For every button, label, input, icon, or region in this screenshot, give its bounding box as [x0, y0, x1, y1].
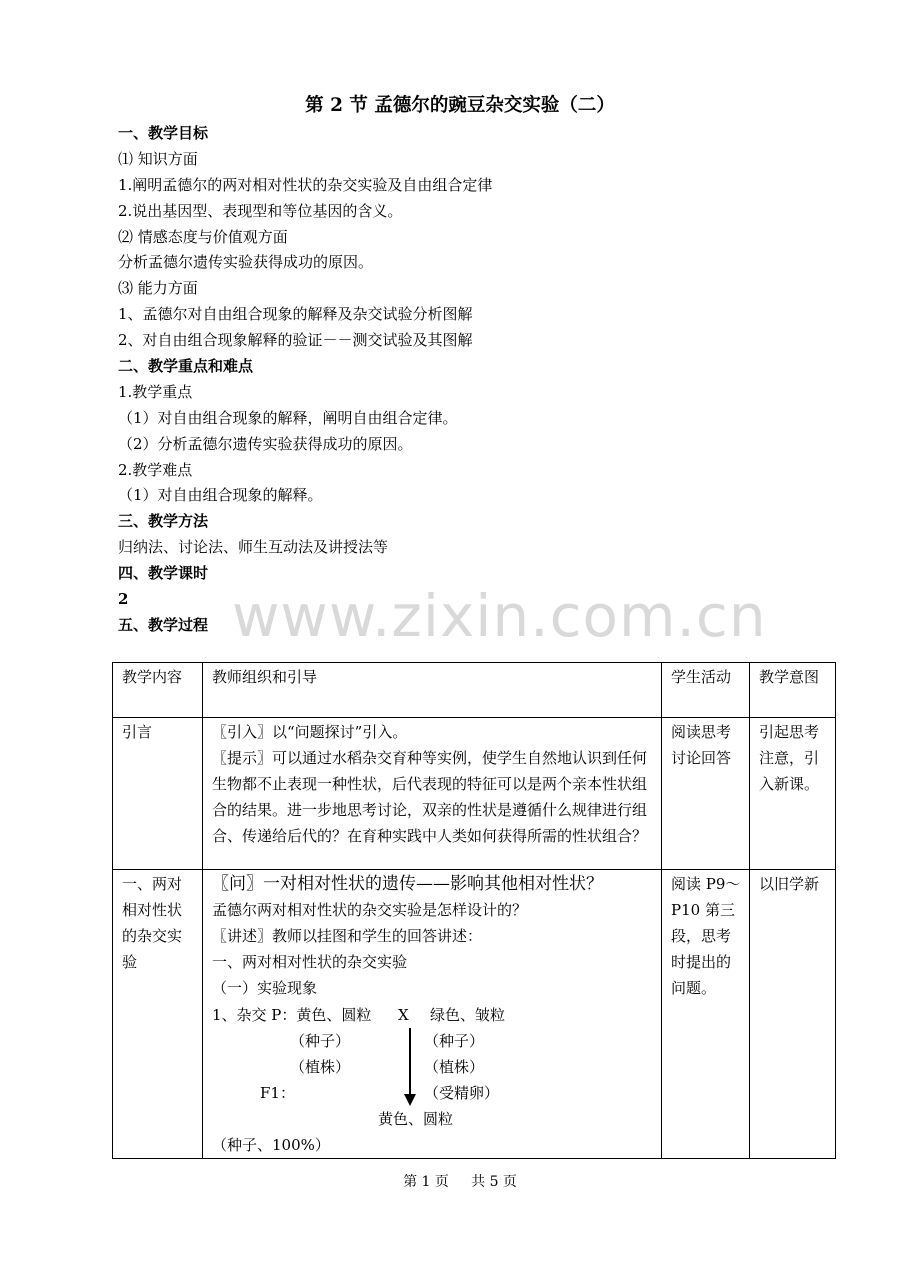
cell-intent: 引起思考注意，引入新课。 [750, 718, 836, 870]
f1-percent: （种子、100%） [212, 1135, 330, 1154]
outline-line: （1）对自由组合现象的解释。 [118, 486, 323, 505]
guide-line: 孟德尔两对相对性状的杂交实验是怎样设计的？ [212, 900, 528, 919]
page-footer: 第 1 页 共 5 页 [403, 1174, 517, 1190]
header-intent: 教学意图 [750, 663, 836, 718]
left-plant: （植株） [290, 1057, 351, 1076]
cross-p-right: 绿色、皱粒 [430, 1005, 506, 1024]
outline-line: 2、对自由组合现象解释的验证－－测交试验及其图解 [118, 331, 473, 350]
outline-line: 2.教学难点 [118, 460, 193, 479]
guide-question: 〖问〗一对相对性状的遗传——影响其他相对性状？ [212, 874, 603, 894]
cell-content: 一、两对相对性状的杂交实验 [113, 870, 203, 1159]
right-plant: （植株） [424, 1057, 485, 1076]
section-heading: 五、教学过程 [118, 615, 209, 634]
section-heading: 四、教学课时 [118, 564, 209, 583]
f1-result: 黄色、圆粒 [378, 1109, 454, 1128]
outline-line: 2.说出基因型、表现型和等位基因的含义。 [118, 201, 403, 220]
outline-line: （1）对自由组合现象的解释，阐明自由组合定律。 [118, 408, 458, 427]
outline-line: 1、孟德尔对自由组合现象的解释及杂交试验分析图解 [118, 305, 473, 324]
section-heading: 二、教学重点和难点 [118, 357, 254, 376]
outline-line: ⑶ 能力方面 [118, 279, 198, 298]
outline-line: ⑴ 知识方面 [118, 149, 198, 168]
watermark: www.zixin.com.cn [232, 582, 767, 650]
table-header-row [113, 663, 836, 718]
guide-hint: 〖提示〗可以通过水稻杂交育种等实例，使学生自然地认识到任何生物都不止表现一种性状，后代表现的特征可以是两个亲本性状组合的结果。进一步地思考讨论，双亲的性状是遵循什么规律进行组合、传递给后代的？在育种实践中人类如何获得所需的性状组合？ [212, 748, 648, 845]
table-row [113, 718, 836, 870]
cross-p-left: 1、杂交 P：黄色、圆粒 [212, 1005, 372, 1024]
page-title: 第 2 节 孟德尔的豌豆杂交实验（二） [305, 95, 615, 116]
outline-line: （2）分析孟德尔遗传实验获得成功的原因。 [118, 434, 413, 453]
section-heading: 2 [118, 590, 129, 609]
lesson-outline [118, 121, 818, 639]
arrow-down-icon [404, 1094, 416, 1106]
cross-arrow-line [409, 1028, 411, 1096]
cell-intent: 以旧学新 [750, 870, 836, 1159]
left-seed: （种子） [290, 1031, 351, 1050]
cell-student: 阅读 P9～P10 第三段，思考时提出的问题。 [662, 870, 750, 1159]
process-table [112, 662, 836, 1159]
header-guide: 教师组织和引导 [203, 663, 662, 718]
cell-guide [203, 718, 662, 870]
table-row [113, 870, 836, 1159]
guide-line: 一、两对相对性状的杂交实验 [212, 952, 408, 971]
cross-x-symbol: X [398, 1005, 409, 1024]
outline-line: 分析孟德尔遗传实验获得成功的原因。 [118, 253, 374, 272]
right-seed: （种子） [424, 1031, 485, 1050]
outline-line: 归纳法、讨论法、师生互动法及讲授法等 [118, 538, 389, 557]
header-content: 教学内容 [113, 663, 203, 718]
guide-line: 〖讲述〗教师以挂图和学生的回答讲述： [212, 926, 483, 945]
section-heading: 一、教学目标 [118, 124, 209, 142]
cell-student: 阅读思考讨论回答 [662, 718, 750, 870]
f1-label: F1： [260, 1083, 295, 1102]
fertilized-egg: （受精卵） [424, 1083, 500, 1102]
outline-line: ⑵ 情感态度与价值观方面 [118, 227, 288, 246]
outline-line: 1.教学重点 [118, 382, 193, 401]
cross-diagram [212, 1002, 653, 1158]
cell-guide [203, 870, 662, 1159]
section-heading: 三、教学方法 [118, 512, 209, 531]
guide-line: （一）实验现象 [212, 978, 318, 997]
guide-intro: 〖引入〗以“问题探讨”引入。 [212, 723, 408, 741]
cell-content: 引言 [113, 718, 203, 870]
header-student: 学生活动 [662, 663, 750, 718]
outline-line: 1.阐明孟德尔的两对相对性状的杂交实验及自由组合定律 [118, 175, 493, 194]
